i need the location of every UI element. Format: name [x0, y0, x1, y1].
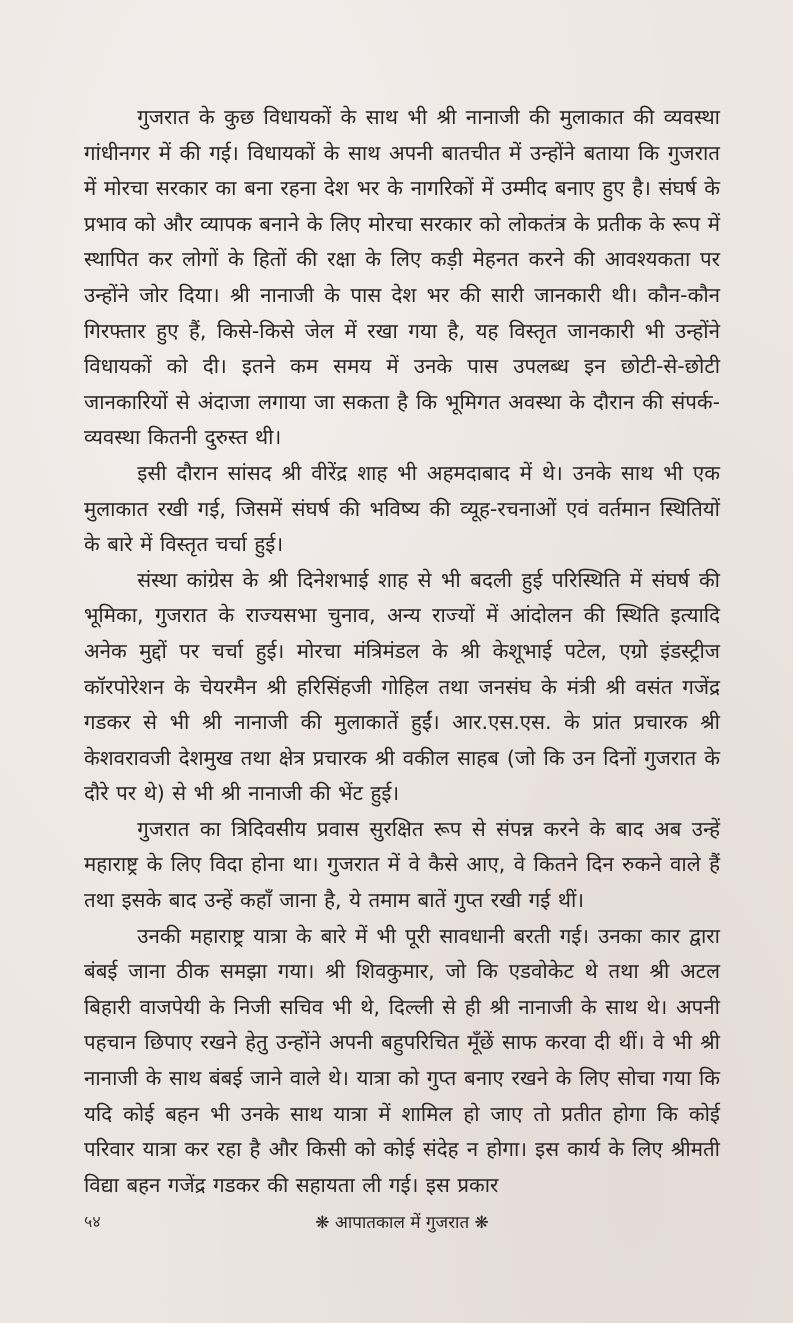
paragraph-5: उनकी महाराष्ट्र यात्रा के बारे में भी पूरी सावधानी बरती गई। उनका कार द्वारा बंबई जाना ठीक समझा गया। श्री शिवकुमार, जो कि एडवोकेट थे तथा श्री अटल बिहारी वाजपेयी के निजी सचिव भी थे, दिल्ली से ही श्री नानाजी के साथ थे। अपनी पहचान छिपाए रखने हेतु उन्होंने अपनी बहुपरिचित मूँछें साफ करवा दी थीं। वे भी श्री नानाजी के साथ बंबई जाने वाले थे। यात्रा को गुप्त बनाए रखने के लिए सोचा गया कि यदि कोई बहन भी उनके साथ यात्रा में शामिल हो जाए तो प्रतीत होगा कि कोई परिवार यात्रा कर रहा है और किसी को कोई संदेह न होगा। इस कार्य के लिए श्रीमती विद्या बहन गजेंद्र गडकर की सहायता ली गई। इस प्रकार — [84, 923, 720, 1197]
page-number: ५४ — [84, 1212, 101, 1231]
paragraph-2: इसी दौरान सांसद श्री वीरेंद्र शाह भी अहमदाबाद में थे। उनके साथ भी एक मुलाकात रखी गई, जिसमें संघर्ष की भविष्य की व्यूह-रचनाओं एवं वर्तमान स्थितियों के बारे में विस्तृत चर्चा हुई। — [84, 460, 720, 557]
paragraph-3: संस्था कांग्रेस के श्री दिनेशभाई शाह से भी बदली हुई परिस्थिति में संघर्ष की भूमिका, गुजरात के राज्यसभा चुनाव, अन्य राज्यों में आंदोलन की स्थिति इत्यादि अनेक मुद्दों पर चर्चा हुई। मोरचा मंत्रिमंडल के श्री केशूभाई पटेल, एग्रो इंडस्ट्रीज कॉरपोरेशन के चेयरमैन श्री हरिसिंहजी गोहिल तथा जनसंघ के मंत्री श्री वसंत गजेंद्र गडकर से भी श्री नानाजी की मुलाकातें हुईं। आर.एस.एस. के प्रांत प्रचारक श्री केशवरावजी देशमुख तथा क्षेत्र प्रचारक श्री वकील साहब (जो कि उन दिनों गुजरात के दौरे पर थे) से भी श्री नानाजी की भेंट हुई। — [84, 567, 720, 806]
body-text — [84, 100, 720, 1203]
paragraph-4: गुजरात का त्रिदिवसीय प्रवास सुरक्षित रूप से संपन्न करने के बाद अब उन्हें महाराष्ट्र के लिए विदा होना था। गुजरात में वे कैसे आए, वे कितने दिन रुकने वाले हैं तथा इसके बाद उन्हें कहाँ जाना है, ये तमाम बातें गुप्त रखी गई थीं। — [84, 816, 720, 913]
running-title: ❋ आपातकाल में गुजरात ❋ — [315, 1213, 489, 1233]
paragraph-1: गुजरात के कुछ विधायकों के साथ भी श्री नानाजी की मुलाकात की व्यवस्था गांधीनगर में की गई। विधायकों के साथ अपनी बातचीत में उन्होंने बताया कि गुजरात में मोरचा सरकार का बना रहना देश भर के नागरिकों में उम्मीद बनाए हुए है। संघर्ष के प्रभाव को और व्यापक बनाने के लिए मोरचा सरकार को लोकतंत्र के प्रतीक के रूप में स्थापित कर लोगों के हितों की रक्षा के लिए कड़ी मेहनत करने की आवश्यकता पर उन्होंने जोर दिया। श्री नानाजी के पास देश भर की सारी जानकारी थी। कौन-कौन गिरफ्तार हुए हैं, किसे-किसे जेल में रखा गया है, यह विस्तृत जानकारी भी उन्होंने विधायकों को दी। इतने कम समय में उनके पास उपलब्ध इन छोटी-से-छोटी जानकारियों से अंदाजा लगाया जा सकता है कि भूमिगत अवस्था के दौरान की संपर्क-व्यवस्था कितनी दुरुस्त थी। — [84, 105, 720, 450]
page-footer — [84, 1210, 720, 1240]
